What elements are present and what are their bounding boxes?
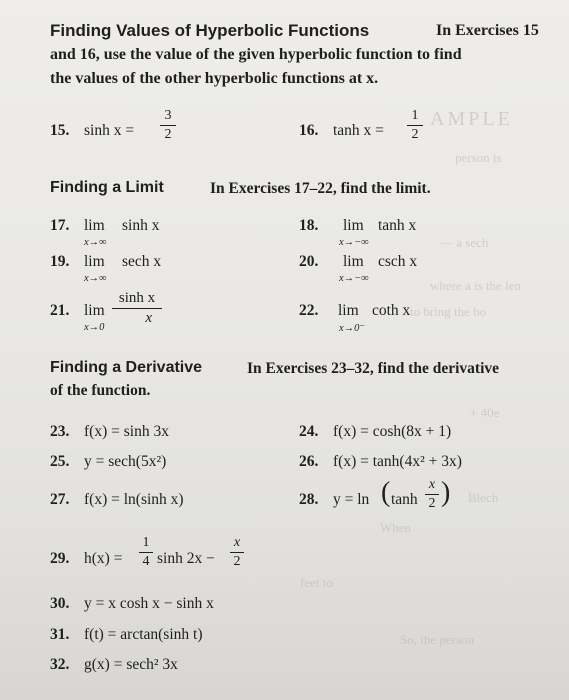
fraction (230, 535, 244, 570)
fraction-denominator: 2 (233, 554, 241, 569)
exercise-expression: coth x (372, 302, 411, 319)
limit-operator: lim (84, 253, 105, 270)
exercise-number: 23. (50, 423, 70, 440)
fraction (407, 108, 423, 143)
fraction-denominator: 2 (411, 127, 419, 142)
exercise-number: 31. (50, 626, 70, 643)
exercise-number: 18. (299, 217, 319, 234)
section-intro-line: In Exercises 17–22, find the limit. (210, 180, 431, 197)
exercise-expression: tanh x = (333, 122, 384, 139)
exercise-expression: y = ln (333, 491, 370, 508)
exercise-number: 20. (299, 253, 319, 270)
fraction (160, 108, 176, 143)
fraction-numerator: x (233, 535, 241, 550)
limit-operator: lim (84, 217, 105, 234)
fraction-bar (139, 552, 153, 553)
fraction-denominator: 2 (428, 496, 436, 511)
exercise-expression: sech x (122, 253, 162, 270)
fraction-numerator: 1 (142, 535, 150, 550)
exercise-number: 28. (299, 491, 319, 508)
section-intro-line: the values of the other hyperbolic functions at x. (50, 70, 379, 87)
section-intro-line: In Exercises 15 (436, 22, 539, 39)
section-heading-derivative: Finding a Derivative (50, 359, 203, 376)
exercise-expression: h(x) = (84, 550, 123, 567)
limit-subscript: x→−∞ (339, 273, 369, 284)
bleed-through-decoration: person is (455, 150, 502, 165)
fraction (112, 290, 162, 327)
section-intro-line: and 16, use the value of the given hyperbolic function to find (50, 46, 462, 63)
fraction-bar (407, 125, 423, 126)
limit-operator: lim (338, 302, 359, 319)
exercise-expression: sinh x = (84, 122, 135, 139)
limit-subscript: x→0 (84, 322, 105, 333)
exercise-expression: sinh x (122, 217, 160, 234)
right-paren: ) (441, 477, 451, 508)
exercise-expression: sinh 2x − (157, 550, 215, 567)
limit-subscript: x→∞ (84, 237, 107, 248)
bleed-through-decoration: So, the person (400, 632, 475, 647)
exercise-expression: f(t) = arctan(sinh t) (84, 626, 203, 643)
exercise-number: 17. (50, 217, 70, 234)
exercise-number: 29. (50, 550, 70, 567)
fraction-denominator: 4 (142, 554, 150, 569)
exercise-number: 15. (50, 122, 70, 139)
fraction-numerator: x (428, 477, 436, 492)
section-intro-line: In Exercises 23–32, find the derivative (247, 360, 500, 377)
exercise-number: 19. (50, 253, 70, 270)
fraction-bar (112, 308, 162, 309)
bleed-through-decoration: + 40e (470, 405, 500, 420)
fraction-denominator: 2 (164, 127, 172, 142)
limit-operator: lim (343, 253, 364, 270)
limit-operator: lim (84, 302, 105, 319)
exercise-number: 21. (50, 302, 70, 319)
exercise-number: 27. (50, 491, 70, 508)
bleed-through-decoration: feet to (300, 575, 333, 590)
section-heading-values: Finding Values of Hyperbolic Functions (50, 21, 370, 40)
fraction (139, 535, 153, 570)
fraction-bar (230, 552, 244, 553)
exercise-number: 26. (299, 453, 319, 470)
exercise-number: 25. (50, 453, 70, 470)
exercise-expression: g(x) = sech² 3x (84, 656, 178, 673)
fraction-numerator: sinh x (118, 290, 156, 306)
section-intro-line: of the function. (50, 382, 151, 399)
section-heading-limit: Finding a Limit (50, 179, 164, 196)
exercise-expression: y = x cosh x − sinh x (84, 595, 214, 612)
exercise-expression: tanh (391, 491, 418, 508)
bleed-through-decoration: AMPLE (430, 108, 513, 130)
fraction (425, 477, 439, 512)
exercise-expression: f(x) = sinh 3x (84, 423, 169, 440)
exercise-expression: tanh x (378, 217, 417, 234)
exercise-expression: csch x (378, 253, 418, 270)
limit-subscript: x→−∞ (339, 237, 369, 248)
exercise-expression: y = sech(5x²) (84, 453, 167, 470)
exercise-number: 30. (50, 595, 70, 612)
bleed-through-decoration: to bring the bo (410, 304, 487, 319)
bleed-through-decoration: When (380, 520, 412, 535)
limit-subscript: x→∞ (84, 273, 107, 284)
exercise-number: 24. (299, 423, 319, 440)
fraction-bar (160, 125, 176, 126)
exercise-number: 16. (299, 122, 319, 139)
bleed-through-decoration: — a sech (440, 235, 489, 250)
exercise-expression: f(x) = ln(sinh x) (84, 491, 184, 508)
exercise-number: 32. (50, 656, 70, 673)
fraction-bar (425, 494, 439, 495)
exercise-number: 22. (299, 302, 319, 319)
limit-operator: lim (343, 217, 364, 234)
bleed-through-decoration: where a is the len (430, 278, 521, 293)
limit-subscript: x→0⁻ (339, 323, 365, 334)
exercise-expression: f(x) = cosh(8x + 1) (333, 423, 452, 440)
fraction-numerator: 3 (164, 108, 172, 123)
bleed-through-decoration: Blech (468, 490, 499, 505)
fraction-denominator: x (145, 310, 152, 326)
exercise-expression: f(x) = tanh(4x² + 3x) (333, 453, 462, 470)
fraction-numerator: 1 (411, 108, 419, 123)
left-paren: ( (381, 477, 391, 508)
